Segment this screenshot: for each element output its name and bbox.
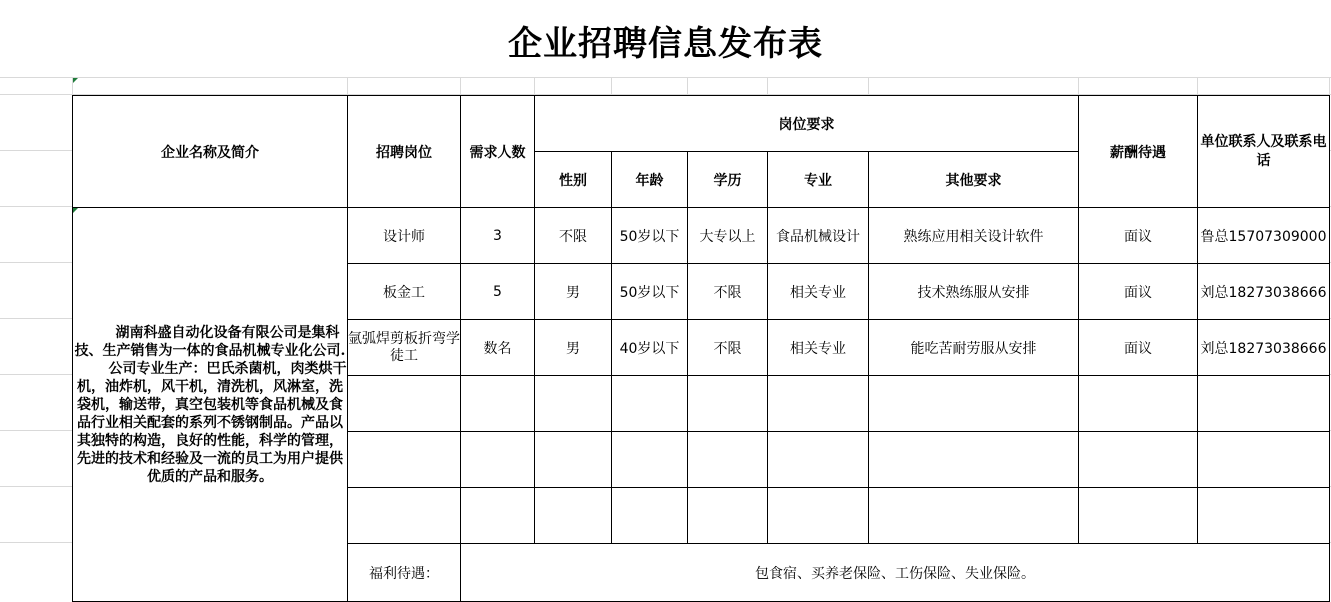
header-gender[interactable]: 性别 xyxy=(535,152,612,208)
cell-salary[interactable] xyxy=(1079,432,1198,488)
header-age[interactable]: 年龄 xyxy=(612,152,688,208)
cell-other[interactable] xyxy=(869,376,1079,432)
cell-major[interactable] xyxy=(768,376,869,432)
cell-gender[interactable]: 男 xyxy=(535,264,612,320)
header-other[interactable]: 其他要求 xyxy=(869,152,1079,208)
cell-salary[interactable]: 面议 xyxy=(1079,264,1198,320)
company-intro-paragraph: 湖南科盛自动化设备有限公司是集科技、生产销售为一体的食品机械专业化公司. xyxy=(74,324,346,359)
cell-salary[interactable] xyxy=(1079,488,1198,544)
cell-count[interactable] xyxy=(461,488,535,544)
cell-other[interactable]: 能吃苦耐劳服从安排 xyxy=(869,320,1079,376)
cell-other[interactable]: 技术熟练服从安排 xyxy=(869,264,1079,320)
cell-age[interactable]: 40岁以下 xyxy=(612,320,688,376)
cell-education[interactable]: 不限 xyxy=(688,264,768,320)
cell-other[interactable] xyxy=(869,432,1079,488)
cell-major[interactable]: 食品机械设计 xyxy=(768,208,869,264)
page-title: 企业招聘信息发布表 xyxy=(508,24,823,64)
header-company[interactable]: 企业名称及简介 xyxy=(73,96,348,208)
cell-count[interactable]: 数名 xyxy=(461,320,535,376)
benefits-text[interactable]: 包食宿、买养老保险、工伤保险、失业保险。 xyxy=(461,544,1330,602)
cell-education[interactable]: 不限 xyxy=(688,320,768,376)
title-row xyxy=(0,0,1331,78)
cell-contact[interactable] xyxy=(1198,432,1330,488)
cell-contact[interactable] xyxy=(1198,488,1330,544)
cell-position[interactable] xyxy=(348,376,461,432)
header-count[interactable]: 需求人数 xyxy=(461,96,535,208)
company-intro-cell[interactable] xyxy=(73,208,348,602)
cell-age[interactable] xyxy=(612,488,688,544)
cell-comment-marker xyxy=(73,78,78,83)
cell-other[interactable] xyxy=(869,488,1079,544)
cell-education[interactable] xyxy=(688,488,768,544)
cell-gender[interactable] xyxy=(535,376,612,432)
cell-salary[interactable] xyxy=(1079,376,1198,432)
cell-salary[interactable]: 面议 xyxy=(1079,208,1198,264)
cell-salary[interactable]: 面议 xyxy=(1079,320,1198,376)
cell-count[interactable] xyxy=(461,376,535,432)
cell-contact[interactable] xyxy=(1198,376,1330,432)
cell-count[interactable]: 5 xyxy=(461,264,535,320)
cell-major[interactable] xyxy=(768,432,869,488)
cell-age[interactable]: 50岁以下 xyxy=(612,208,688,264)
cell-contact[interactable]: 刘总18273038666 xyxy=(1198,264,1330,320)
header-position[interactable]: 招聘岗位 xyxy=(348,96,461,208)
cell-contact[interactable]: 刘总18273038666 xyxy=(1198,320,1330,376)
cell-position[interactable]: 氩弧焊剪板折弯学徒工 xyxy=(348,320,461,376)
cell-major[interactable]: 相关专业 xyxy=(768,264,869,320)
cell-gender[interactable]: 男 xyxy=(535,320,612,376)
benefits-label[interactable]: 福利待遇： xyxy=(348,544,461,602)
cell-gender[interactable]: 不限 xyxy=(535,208,612,264)
cell-position[interactable]: 设计师 xyxy=(348,208,461,264)
header-education[interactable]: 学历 xyxy=(688,152,768,208)
header-contact[interactable]: 单位联系人及联系电话 xyxy=(1198,96,1330,208)
cell-comment-marker xyxy=(73,208,78,213)
cell-education[interactable] xyxy=(688,432,768,488)
cell-position[interactable] xyxy=(348,488,461,544)
cell-gender[interactable] xyxy=(535,432,612,488)
cell-major[interactable]: 相关专业 xyxy=(768,320,869,376)
cell-contact[interactable]: 鲁总15707309000 xyxy=(1198,208,1330,264)
company-intro-paragraph: 公司专业生产：巴氏杀菌机，肉类烘干机，油炸机，风干机，清洗机，风淋室，洗袋机，输送带，真空包装机等食品机械及食品行业相关配套的系列不锈钢制品。产品以其独特的构造，良好的性能，科学的管理，先进的技术和经验及一流的员工为用户提供优质的产品和服务。 xyxy=(77,360,347,485)
cell-education[interactable] xyxy=(688,376,768,432)
cell-count[interactable]: 3 xyxy=(461,208,535,264)
cell-age[interactable]: 50岁以下 xyxy=(612,264,688,320)
cell-position[interactable]: 板金工 xyxy=(348,264,461,320)
cell-other[interactable]: 熟练应用相关设计软件 xyxy=(869,208,1079,264)
cell-age[interactable] xyxy=(612,432,688,488)
cell-education[interactable]: 大专以上 xyxy=(688,208,768,264)
header-salary[interactable]: 薪酬待遇 xyxy=(1079,96,1198,208)
cell-gender[interactable] xyxy=(535,488,612,544)
table-row xyxy=(73,208,1330,264)
cell-age[interactable] xyxy=(612,376,688,432)
header-requirements[interactable]: 岗位要求 xyxy=(535,96,1079,152)
recruitment-table xyxy=(72,95,1330,602)
cell-major[interactable] xyxy=(768,488,869,544)
cell-count[interactable] xyxy=(461,432,535,488)
header-major[interactable]: 专业 xyxy=(768,152,869,208)
cell-position[interactable] xyxy=(348,432,461,488)
